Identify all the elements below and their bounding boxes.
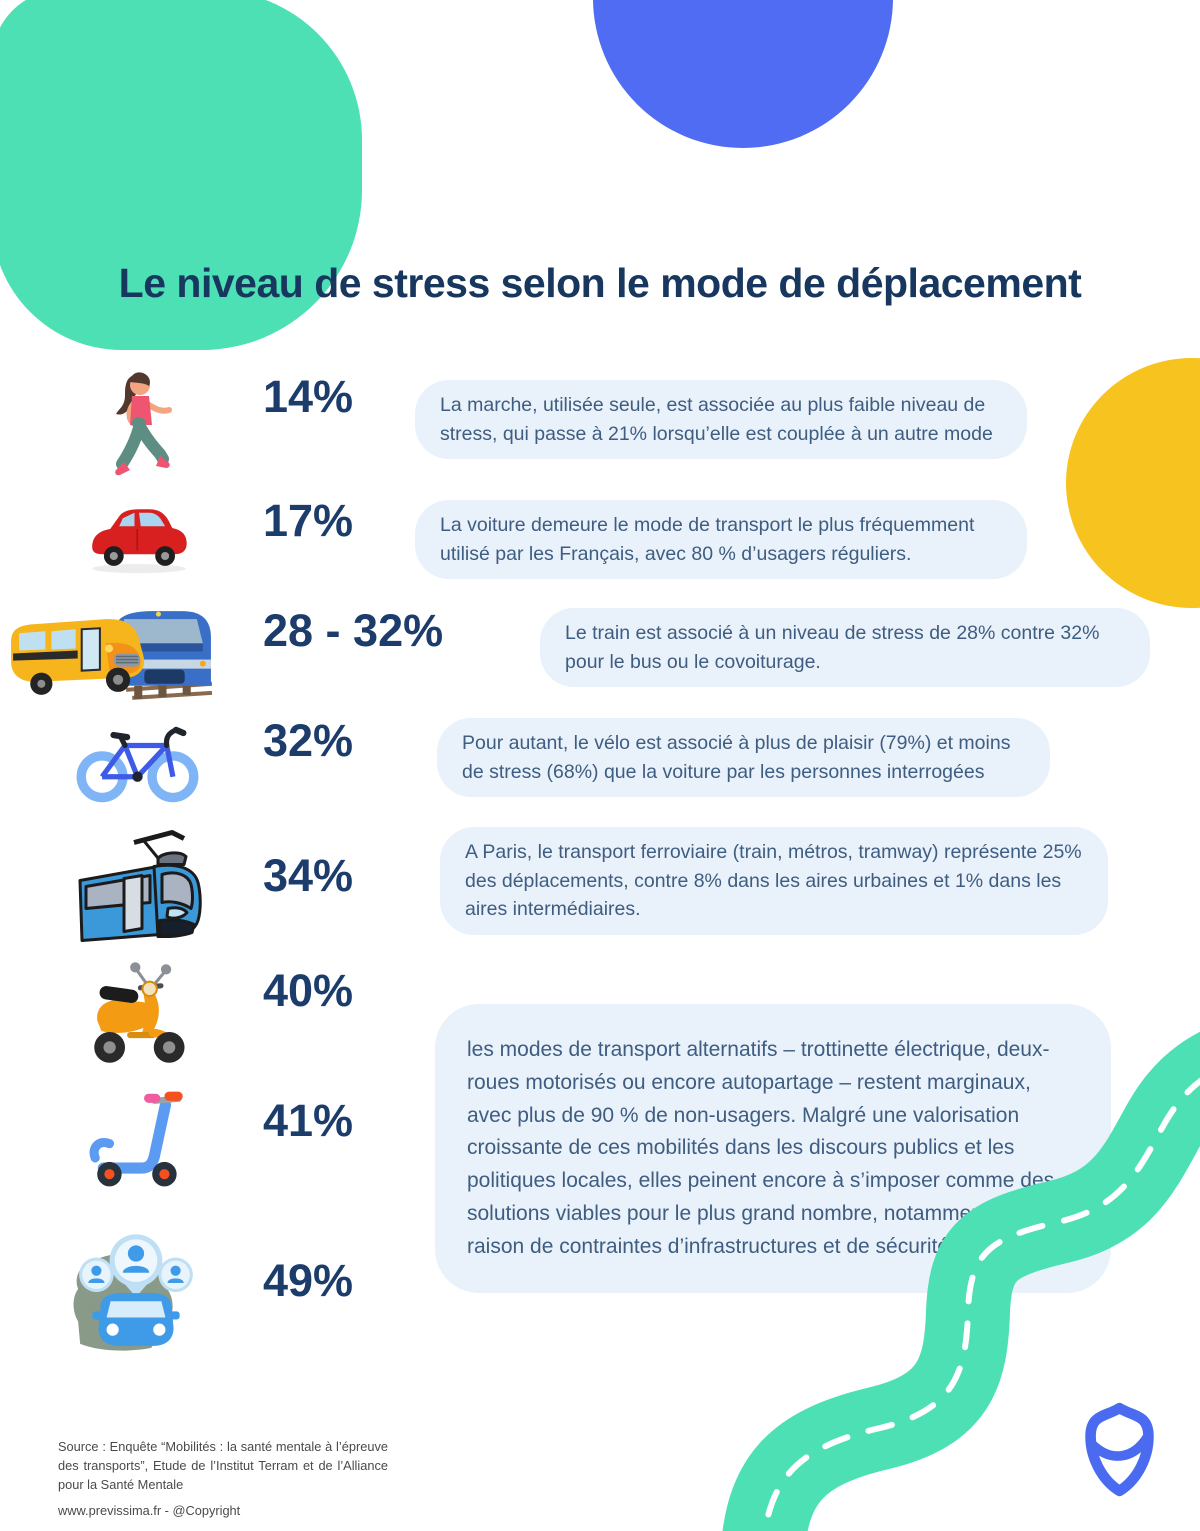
- info-bubble-marche: La marche, utilisée seule, est associée au plus faible niveau de stress, qui passe à 21% lorsqu’elle est couplée à un autre mode: [415, 380, 1027, 459]
- yellow-circle-decoration: [1066, 358, 1200, 608]
- walking-person-icon: [88, 368, 188, 480]
- info-bubble-voiture: La voiture demeure le mode de transport le plus fréquemment utilisé par les Français, avec 80 % d’usagers réguliers.: [415, 500, 1027, 579]
- stress-value-voiture: 17%: [263, 495, 354, 546]
- info-bubble-velo: Pour autant, le vélo est associé à plus de plaisir (79%) et moins de stress (68%) que la voiture par les personnes interrogées: [437, 718, 1050, 797]
- stress-value-velo: 32%: [263, 715, 354, 766]
- stress-value-marche: 14%: [263, 371, 354, 422]
- stress-value-trottinette: 41%: [263, 1095, 354, 1146]
- bicycle-icon: [75, 714, 200, 803]
- info-bubble-modes-alternatifs: les modes de transport alternatifs – trottinette électrique, deux-roues motorisés ou encore autopartage – restent marginaux, avec plus de 90 % de non-usagers. Malgré une valorisation croissante de ces mobilités dans les discours publics et les politiques locales, elles peinent encore à s’imposer comme des solutions viables pour le plus grand nombre, notamment en raison de contraintes d’infrastructures et de sécurité.: [435, 1004, 1111, 1293]
- stress-value-ferroviaire: 34%: [263, 850, 354, 901]
- car-icon: [85, 500, 193, 576]
- moped-icon: [85, 957, 203, 1070]
- stress-value-deux-roues: 40%: [263, 965, 354, 1016]
- source-note: Source : Enquête “Mobilités : la santé mentale à l’épreuve des transports”, Etude de l’Institut Terram et de l’Alliance pour la Santé Mentale: [58, 1439, 388, 1493]
- previssima-shield-logo: [1081, 1401, 1158, 1498]
- page-title: Le niveau de stress selon le mode de déplacement: [118, 260, 1082, 306]
- bus-train-icon: [5, 603, 217, 704]
- carpool-icon: [70, 1222, 202, 1352]
- stress-value-train-bus: 28 - 32%: [263, 605, 444, 656]
- kick-scooter-icon: [85, 1086, 197, 1189]
- tram-icon: [62, 824, 212, 950]
- website-credit: www.previssima.fr - @Copyright: [58, 1503, 241, 1518]
- blue-circle-decoration: [593, 0, 893, 148]
- info-bubble-ferroviaire: A Paris, le transport ferroviaire (train, métros, tramway) représente 25% des déplacements, contre 8% dans les aires urbaines et 1% dans les aires intermédiaires.: [440, 827, 1108, 935]
- stress-value-covoiturage: 49%: [263, 1255, 354, 1306]
- info-bubble-train-bus: Le train est associé à un niveau de stress de 28% contre 32% pour le bus ou le covoiturage.: [540, 608, 1150, 687]
